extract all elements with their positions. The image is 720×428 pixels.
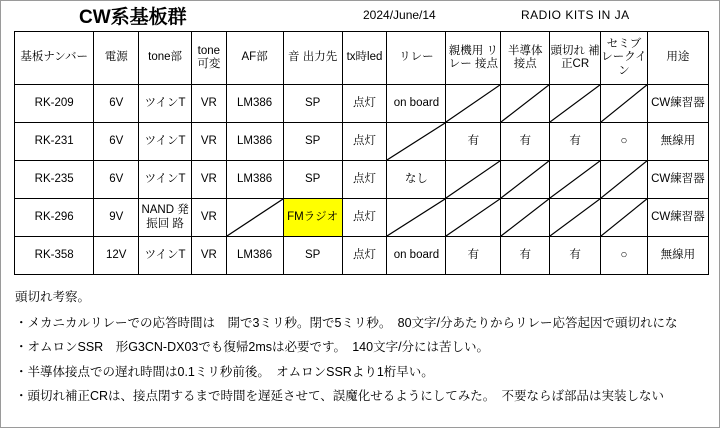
table-row <box>15 85 709 123</box>
table-cell: 点灯 <box>342 237 387 275</box>
page-title: CW系基板群 <box>79 7 187 28</box>
notes-section <box>15 291 719 403</box>
column-header: AF部 <box>226 32 283 85</box>
table-cell <box>550 85 601 123</box>
table-cell: 点灯 <box>342 85 387 123</box>
column-header: リレー <box>387 32 446 85</box>
diagonal-strike-icon <box>550 85 600 122</box>
table-cell <box>226 199 283 237</box>
table-cell <box>501 199 550 237</box>
table-cell: RK-296 <box>15 199 94 237</box>
table-cell: 有 <box>446 237 501 275</box>
table-cell <box>601 85 648 123</box>
diagonal-strike-icon <box>550 199 600 236</box>
table-cell: VR <box>192 85 227 123</box>
table-row <box>15 161 709 199</box>
column-header: 電源 <box>94 32 139 85</box>
column-header: 基板ナンバー <box>15 32 94 85</box>
table-cell: VR <box>192 237 227 275</box>
note-item: ・オムロンSSR 形G3CN-DX03でも復帰2msは必要です。 140文字/分には苦しい。 <box>15 340 490 354</box>
table-cell <box>601 161 648 199</box>
diagonal-strike-icon <box>387 123 445 160</box>
table-cell: ツインT <box>139 123 192 161</box>
note-item: ・メカニカルリレーでの応答時間は 開で3ミリ秒。閉で5ミリ秒。 80文字/分あたりからリレー応答起因で頭切れにな <box>15 315 678 330</box>
column-header: tone 可変 <box>192 32 227 85</box>
table-header-row <box>15 32 709 85</box>
column-header: 用途 <box>647 32 708 85</box>
table-cell: 9V <box>94 199 139 237</box>
column-header: セミブ レークイン <box>601 32 648 85</box>
table-cell: on board <box>387 237 446 275</box>
table-cell <box>550 161 601 199</box>
table-row <box>15 199 709 237</box>
table-cell: 点灯 <box>342 199 387 237</box>
diagonal-strike-icon <box>601 161 647 198</box>
table-cell <box>387 123 446 161</box>
table-cell: 12V <box>94 237 139 275</box>
table-cell: ツインT <box>139 161 192 199</box>
table-cell <box>501 85 550 123</box>
column-header: 親機用 リレー 接点 <box>446 32 501 85</box>
table-cell: RK-358 <box>15 237 94 275</box>
table-cell: SP <box>283 123 342 161</box>
column-header: tx時led <box>342 32 387 85</box>
table-cell: CW練習器 <box>647 85 708 123</box>
table-cell <box>446 85 501 123</box>
diagonal-strike-icon <box>501 199 549 236</box>
table-cell: CW練習器 <box>647 161 708 199</box>
table-cell <box>446 199 501 237</box>
table-cell: 有 <box>501 123 550 161</box>
diagonal-strike-icon <box>387 199 445 236</box>
table-cell: VR <box>192 161 227 199</box>
table-cell: 6V <box>94 161 139 199</box>
table-body <box>15 85 709 275</box>
table-cell: ツインT <box>139 237 192 275</box>
table-cell: ツインT <box>139 85 192 123</box>
diagonal-strike-icon <box>227 199 283 236</box>
diagonal-strike-icon <box>446 161 500 198</box>
table-cell: 無線用 <box>647 123 708 161</box>
column-header: 半導体 接点 <box>501 32 550 85</box>
table-cell: なし <box>387 161 446 199</box>
document-date: 2024/June/14 <box>363 8 436 22</box>
table-cell: on board <box>387 85 446 123</box>
table-cell: LM386 <box>226 237 283 275</box>
table-cell: 6V <box>94 85 139 123</box>
table-row <box>15 123 709 161</box>
table-cell: LM386 <box>226 85 283 123</box>
table-cell <box>550 199 601 237</box>
table-cell <box>501 161 550 199</box>
notes-heading: 頭切れ考察。 <box>15 290 91 304</box>
table-cell: 有 <box>550 123 601 161</box>
table-cell: 有 <box>501 237 550 275</box>
table-cell: 有 <box>550 237 601 275</box>
diagonal-strike-icon <box>446 85 500 122</box>
table-cell: 無線用 <box>647 237 708 275</box>
board-comparison-table <box>14 31 709 275</box>
diagonal-strike-icon <box>501 161 549 198</box>
diagonal-strike-icon <box>601 199 647 236</box>
column-header: 音 出力先 <box>283 32 342 85</box>
table-cell: ○ <box>601 237 648 275</box>
diagonal-strike-icon <box>601 85 647 122</box>
table-cell: FMラジオ <box>283 199 342 237</box>
diagonal-strike-icon <box>501 85 549 122</box>
table-cell: 有 <box>446 123 501 161</box>
table-cell: RK-231 <box>15 123 94 161</box>
table-cell <box>387 199 446 237</box>
table-cell: 点灯 <box>342 123 387 161</box>
column-header: tone部 <box>139 32 192 85</box>
table-cell <box>601 199 648 237</box>
table-cell: SP <box>283 237 342 275</box>
note-item: ・半導体接点での遅れ時間は0.1ミリ秒前後。 オムロンSSRより1桁早い。 <box>15 364 434 379</box>
table-cell <box>446 161 501 199</box>
table-cell: SP <box>283 85 342 123</box>
table-row <box>15 237 709 275</box>
diagonal-strike-icon <box>550 161 600 198</box>
column-header: 頭切れ 補正CR <box>550 32 601 85</box>
table-cell: RK-235 <box>15 161 94 199</box>
table-cell: LM386 <box>226 161 283 199</box>
diagonal-strike-icon <box>446 199 500 236</box>
table-cell: RK-209 <box>15 85 94 123</box>
table-cell: VR <box>192 123 227 161</box>
note-item: ・頭切れ補正CRは、接点閉するまで時間を遅延させて、誤魔化せるようにしてみた。 不要ならば部品は実装しない <box>15 389 665 403</box>
table-cell: VR <box>192 199 227 237</box>
table-cell: ○ <box>601 123 648 161</box>
document-header <box>1 1 719 31</box>
table-cell: NAND 発振回 路 <box>139 199 192 237</box>
table-cell: LM386 <box>226 123 283 161</box>
table-cell: SP <box>283 161 342 199</box>
table-cell: 点灯 <box>342 161 387 199</box>
table-cell: 6V <box>94 123 139 161</box>
table-cell: CW練習器 <box>647 199 708 237</box>
document-brand: RADIO KITS IN JA <box>521 8 630 22</box>
